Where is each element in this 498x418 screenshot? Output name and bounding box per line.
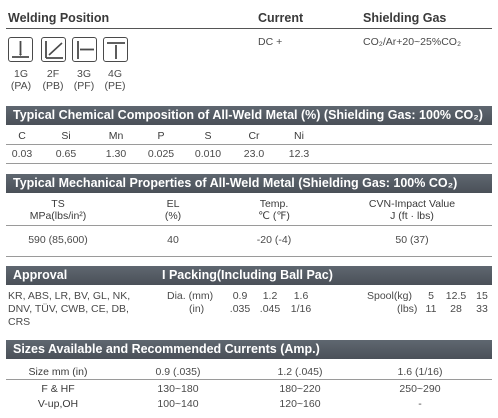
sizes-f-hf-2: 180~220 [279,383,321,395]
sizes-f-hf-3: 250~290 [399,383,441,395]
packing-dia-in-3: 1/16 [290,303,312,315]
sizes-size-1: 0.9 (.035) [155,366,201,378]
sizes-vup-oh-1: 100~140 [157,398,199,410]
mech-value-el: 40 [167,234,179,246]
sizes-row-label-size: Size mm (in) [28,366,88,378]
mech-header-temp: Temp. [259,198,289,210]
sizes-vup-oh-3: - [418,398,422,410]
position-alt-pa: (PA) [10,80,32,92]
chem-divider [6,144,492,145]
shielding-gas-value: CO₂/Ar+20~25%CO₂ [363,36,462,48]
packing-spool-lbs-2: 28 [450,303,462,315]
chem-value-ni: 12.3 [288,148,310,160]
flat-position-icon [8,37,33,62]
chem-value-s: 0.010 [194,148,222,160]
position-code-1g: 1G [13,68,28,80]
mech-header-temp-unit: ℃ (℉) [258,210,290,222]
welding-position-heading: Welding Position [8,11,110,25]
chem-header-ni: Ni [294,130,304,142]
position-code-2f: 2F [46,68,60,80]
mech-value-ts: 590 (85,600) [28,234,88,246]
chem-value-p: 0.025 [147,148,175,160]
packing-dia-label: Dia. (mm) [167,290,214,302]
position-alt-pe: (PE) [104,80,126,92]
mechanical-properties-title: Typical Mechanical Properties of All-Weld Metal (Shielding Gas: 100% CO₂) [6,174,492,193]
horizontal-fillet-icon [41,37,66,62]
position-alt-pf: (PF) [73,80,95,92]
packing-title: I Packing(Including Ball Pac) [162,268,333,282]
approval-title: Approval [13,268,68,282]
chem-header-cr: Cr [248,130,260,142]
position-code-4g: 4G [107,68,122,80]
packing-spool-kg-2: 12.5 [445,290,467,302]
chemical-composition-title: Typical Chemical Composition of All-Weld Metal (%) (Shielding Gas: 100% CO₂) [6,106,492,125]
approval-line-3: CRS [8,316,31,328]
sizes-currents-title: Sizes Available and Recommended Currents (Amp.) [6,340,492,359]
mech-header-ts-unit: MPa(lbs/in²) [29,210,87,222]
mech-value-temp: -20 (-4) [256,234,292,246]
chem-header-mn: Mn [108,130,124,142]
chem-bottom-rule [6,163,492,164]
approval-line-2: DNV, TÜV, CWB, CE, DB, [8,303,129,315]
sizes-row-label-vup-oh: V-up,OH [37,398,79,410]
mech-value-cvn: 50 (37) [395,234,429,246]
shielding-gas-heading: Shielding Gas [363,11,447,25]
packing-spool-lbs-3: 33 [476,303,488,315]
packing-spool-lbs-label: (lbs) [397,303,418,315]
packing-in-label: (in) [189,303,205,315]
chem-value-mn: 1.30 [105,148,127,160]
overhead-position-icon [103,37,128,62]
sizes-vup-oh-2: 120~160 [279,398,321,410]
packing-dia-in-2: .045 [259,303,281,315]
chem-header-s: S [204,130,212,142]
mech-header-el-unit: (%) [164,210,182,222]
mech-header-ts: TS [51,198,65,210]
mech-header-cvn-unit: J (ft · lbs) [390,210,434,222]
vertical-up-icon [72,37,97,62]
position-code-3g: 3G [76,68,91,80]
packing-spool-lbs-1: 11 [425,303,437,315]
chem-value-si: 0.65 [55,148,77,160]
mech-header-el: EL [166,198,180,210]
approval-packing-bar [6,266,492,285]
approval-line-1: KR, ABS, LR, BV, GL, NK, [8,290,131,302]
packing-spool-kg-label: Spool(kg) [367,290,412,302]
sizes-f-hf-1: 130~180 [157,383,199,395]
current-heading: Current [258,11,304,25]
position-alt-pb: (PB) [42,80,64,92]
sizes-size-2: 1.2 (.045) [277,366,323,378]
packing-spool-kg-3: 15 [476,290,488,302]
sizes-size-3: 1.6 (1/16) [397,366,443,378]
chem-header-si: Si [61,130,71,142]
packing-dia-mm-1: 0.9 [232,290,248,302]
packing-dia-in-1: .035 [229,303,251,315]
mech-divider [6,225,492,226]
packing-dia-mm-2: 1.2 [262,290,278,302]
packing-dia-mm-3: 1.6 [293,290,309,302]
sizes-divider [6,379,492,380]
mech-bottom-rule [6,256,492,257]
current-value: DC + [258,36,283,48]
chem-header-c: C [18,130,26,142]
chem-header-p: P [157,130,165,142]
mech-header-cvn: CVN-Impact Value [368,198,456,210]
chem-value-cr: 23.0 [243,148,265,160]
sizes-row-label-f-hf: F & HF [41,383,75,395]
packing-spool-kg-1: 5 [428,290,434,302]
top-divider [6,28,492,29]
chem-value-c: 0.03 [11,148,33,160]
